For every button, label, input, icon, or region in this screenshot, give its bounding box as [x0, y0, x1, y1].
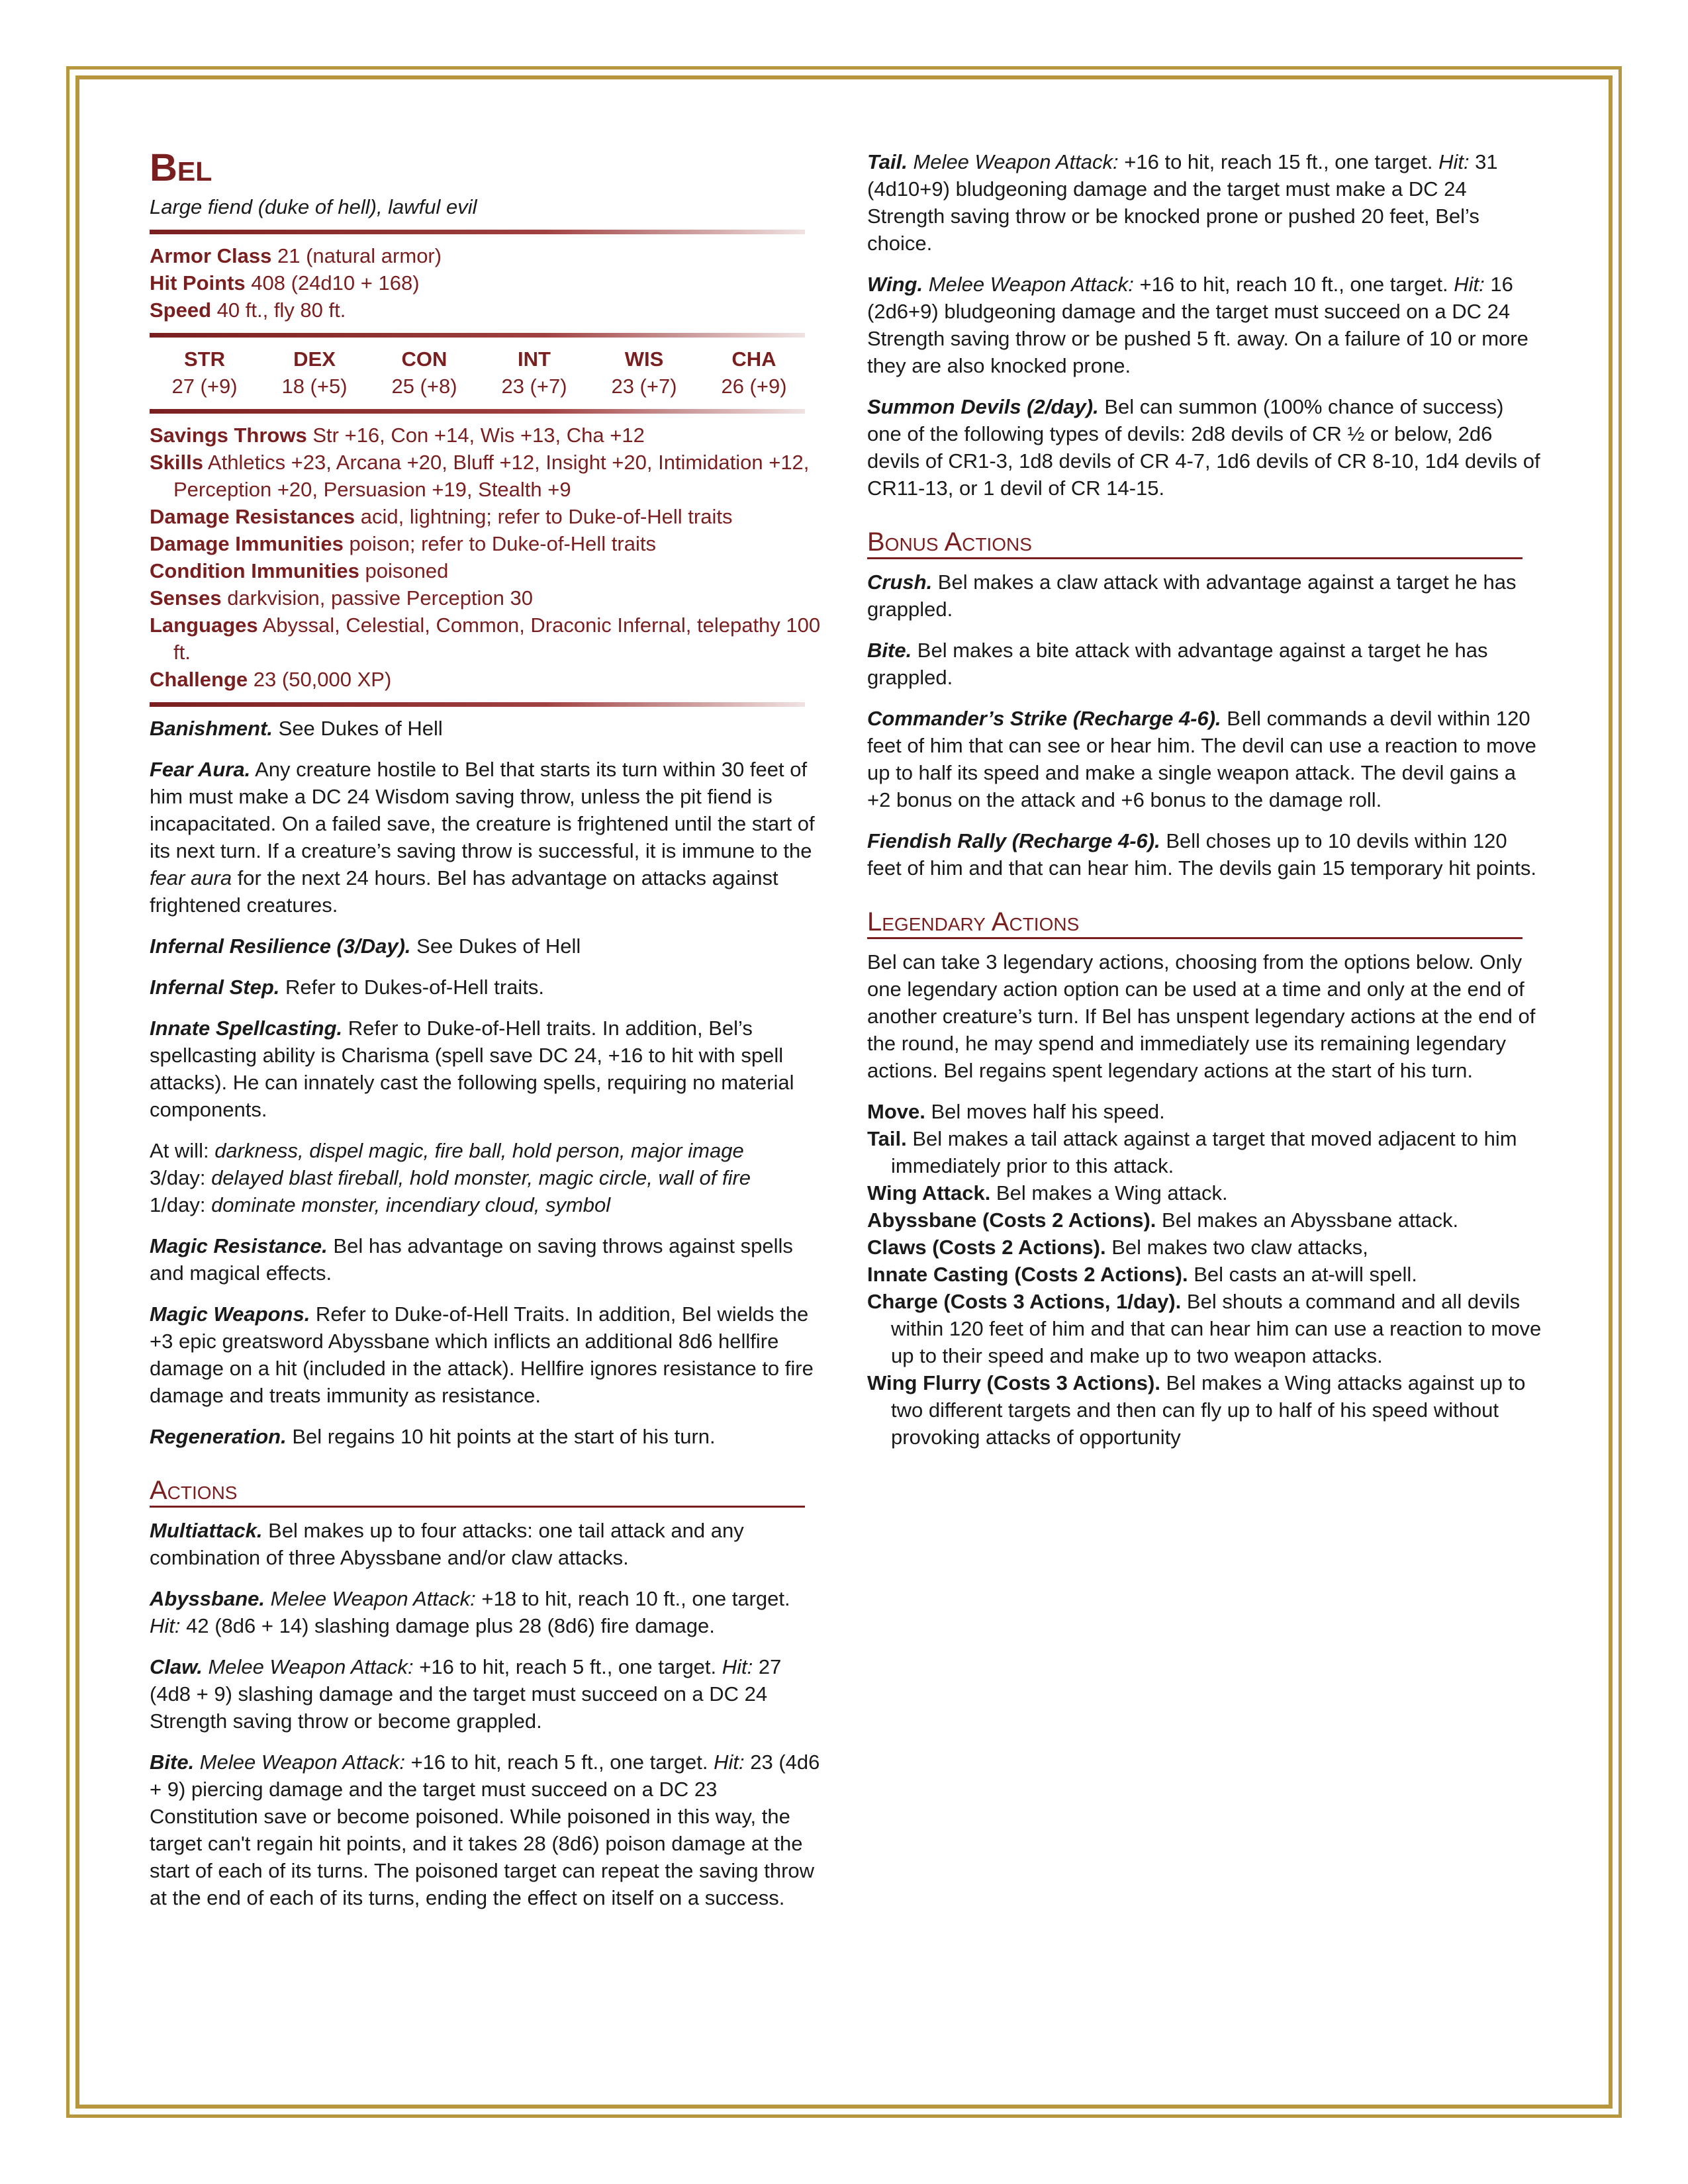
legendary-wing-attack: Wing Attack. Bel makes a Wing attack. [867, 1181, 1228, 1205]
skills: Skills Athletics +23, Arcana +20, Bluff +12, Insight +20, Intimidation +12, Perception +20, Persuasion +19, Stealth +9 [150, 451, 810, 501]
legendary-tail: Tail. Bel makes a tail attack against a target that moved adjacent to him immediately prior to this attack. [867, 1127, 1517, 1177]
trait-infernal-step: Infernal Step. Refer to Dukes-of-Hell traits. [150, 976, 545, 999]
right-column [867, 148, 1542, 1451]
ability-value: 27 (+9) [171, 375, 238, 398]
action-tail: Tail. Melee Weapon Attack: +16 to hit, reach 15 ft., one target. Hit: 31 (4d10+9) bludgeoning damage and the target must make a DC 24 Strength saving throw or be knocked prone or pushed 20 feet, Bel’s choice. [867, 150, 1498, 255]
ability-label: DEX [293, 347, 336, 371]
bonus-commanders-strike: Commander’s Strike (Recharge 4-6). Bell commands a devil within 120 feet of him that can see or hear him. The devil can use a reaction to move up to half its speed and make a single weapon attack. The devil gains a +2 bonus on the attack and +6 bonus to the damage roll. [867, 707, 1536, 811]
legendary-abyssbane: Abyssbane (Costs 2 Actions). Bel makes an Abyssbane attack. [867, 1208, 1459, 1232]
action-abyssbane: Abyssbane. Melee Weapon Attack: +18 to hit, reach 10 ft., one target. Hit: 42 (8d6 + 14) slashing damage plus 28 (8d6) fire damage. [150, 1587, 790, 1637]
divider [150, 409, 805, 414]
action-bite: Bite. Melee Weapon Attack: +16 to hit, reach 5 ft., one target. Hit: 23 (4d6 + 9) piercing damage and the target must succeed on a DC 23 Constitution save or become poisoned. While poisoned in this way, the target can't regain hit points, and it takes 28 (8d6) poison damage at the start of each of its turns. The poisoned target can repeat the saving throw at the end of each of its turns, ending the effect on itself on a success. [150, 1751, 820, 1909]
spell-list [150, 1137, 825, 1218]
trait-innate-spellcasting: Innate Spellcasting. Refer to Duke-of-Hell traits. In addition, Bel’s spellcasting ability is Charisma (spell save DC 24, +16 to hit with spell attacks). He can innately cast the following spells, requiring no material components. [150, 1017, 794, 1121]
bonus-crush: Crush. Bel makes a claw attack with advantage against a target he has grappled. [867, 570, 1517, 621]
trait-banishment: Banishment. See Dukes of Hell [150, 717, 443, 740]
senses: Senses darkvision, passive Perception 30 [150, 586, 534, 610]
trait-infernal-resilience: Infernal Resilience (3/Day). See Dukes of Hell [150, 934, 581, 958]
legendary-wing-flurry: Wing Flurry (Costs 3 Actions). Bel makes a Wing attacks against up to two different targets and then can fly up to half of his speed without provoking attacks of opportunity [867, 1371, 1526, 1449]
legendary-innate-casting: Innate Casting (Costs 2 Actions). Bel casts an at-will spell. [867, 1263, 1417, 1286]
legendary-charge: Charge (Costs 3 Actions, 1/day). Bel shouts a command and all devils within 120 feet of him and that can hear him can use a reaction to move up to their speed and make up to two weapon attacks. [867, 1290, 1542, 1367]
trait-regeneration: Regeneration. Bel regains 10 hit points at the start of his turn. [150, 1425, 716, 1448]
ability-value: 23 (+7) [501, 375, 567, 398]
monster-subtitle: Large fiend (duke of hell), lawful evil [150, 195, 477, 218]
actions-heading: Actions [150, 1475, 805, 1508]
challenge: Challenge 23 (50,000 XP) [150, 668, 392, 691]
ability-label: CON [401, 347, 447, 371]
ability-label: WIS [624, 347, 664, 371]
bonus-bite: Bite. Bel makes a bite attack with advantage against a target he has grappled. [867, 639, 1488, 689]
trait-magic-resistance: Magic Resistance. Bel has advantage on saving throws against spells and magical effects. [150, 1234, 793, 1285]
speed: Speed 40 ft., fly 80 ft. [150, 298, 346, 322]
spell-line: At will: darkness, dispel magic, fire ball, hold person, major image [150, 1139, 744, 1162]
bonus-fiendish-rally: Fiendish Rally (Recharge 4-6). Bell choses up to 10 devils within 120 feet of him and that can hear him. The devils gain 15 temporary hit points. [867, 829, 1536, 880]
ability-value: 25 (+8) [391, 375, 457, 398]
damage-immunities: Damage Immunities poison; refer to Duke-of-Hell traits [150, 532, 656, 555]
armor-class: Armor Class 21 (natural armor) [150, 244, 442, 267]
legendary-claws: Claws (Costs 2 Actions). Bel makes two claw attacks, [867, 1236, 1368, 1259]
action-wing: Wing. Melee Weapon Attack: +16 to hit, reach 10 ft., one target. Hit: 16 (2d6+9) bludgeoning damage and the target must succeed on a DC 24 Strength saving throw or be pushed 5 ft. away. On a failure of 10 or more they are also knocked prone. [867, 273, 1528, 377]
spell-line: 3/day: delayed blast fireball, hold monster, magic circle, wall of fire [150, 1166, 751, 1189]
ability-value: 23 (+7) [611, 375, 677, 398]
spell-line: 1/day: dominate monster, incendiary cloud, symbol [150, 1193, 611, 1216]
ability-scores [150, 345, 825, 400]
ability-value: 18 (+5) [281, 375, 348, 398]
monster-name: Bel [150, 146, 212, 189]
legendary-intro: Bel can take 3 legendary actions, choosing from the options below. Only one legendary action option can be used at a time and only at the end of another creature’s turn. If Bel has unspent legendary actions at the end of the round, he may spend and immediately use its remaining legendary actions. Bel regains spent legendary actions at the start of his turn. [867, 950, 1536, 1082]
legendary-actions-heading: Legendary Actions [867, 907, 1523, 939]
damage-resistances: Damage Resistances acid, lightning; refer to Duke-of-Hell traits [150, 505, 733, 528]
bonus-actions-heading: Bonus Actions [867, 527, 1523, 559]
trait-fear-aura: Fear Aura. Any creature hostile to Bel that starts its turn within 30 feet of him must make a DC 24 Wisdom saving throw, unless the pit fiend is incapacitated. On a failed save, the creature is frightened until the start of its next turn. If a creature’s saving throw is successful, it is immune to the fear aura for the next 24 hours. Bel has advantage on attacks against frightened creatures. [150, 758, 815, 917]
languages: Languages Abyssal, Celestial, Common, Draconic Infernal, telepathy 100 ft. [150, 614, 821, 664]
divider [150, 702, 805, 707]
left-column [150, 147, 825, 1925]
trait-magic-weapons: Magic Weapons. Refer to Duke-of-Hell Traits. In addition, Bel wields the +3 epic greatsword Abyssbane which inflicts an additional 8d6 hellfire damage on a hit (included in the attack). Hellfire ignores resistance to fire damage and treats immunity as resistance. [150, 1302, 814, 1407]
action-multiattack: Multiattack. Bel makes up to four attacks: one tail attack and any combination of three Abyssbane and/or claw attacks. [150, 1519, 744, 1569]
ability-label: INT [518, 347, 551, 371]
divider [150, 333, 805, 338]
ability-label: STR [184, 347, 225, 371]
condition-immunities: Condition Immunities poisoned [150, 559, 449, 582]
legendary-move: Move. Bel moves half his speed. [867, 1100, 1165, 1123]
hit-points: Hit Points 408 (24d10 + 168) [150, 271, 420, 295]
saving-throws: Savings Throws Str +16, Con +14, Wis +13, Cha +12 [150, 424, 645, 447]
action-claw: Claw. Melee Weapon Attack: +16 to hit, reach 5 ft., one target. Hit: 27 (4d8 + 9) slashing damage and the target must succeed on a DC 24 Strength saving throw or become grappled. [150, 1655, 782, 1733]
action-summon-devils: Summon Devils (2/day). Bel can summon (100% chance of success) one of the following types of devils: 2d8 devils of CR ½ or below, 2d6 devils of CR1-3, 1d8 devils of CR 4-7, 1d6 devils of CR 8-10, 1d4 devils of CR11-13, or 1 devil of CR 14-15. [867, 395, 1540, 500]
ability-value: 26 (+9) [721, 375, 787, 398]
ability-label: CHA [731, 347, 776, 371]
divider [150, 230, 805, 234]
